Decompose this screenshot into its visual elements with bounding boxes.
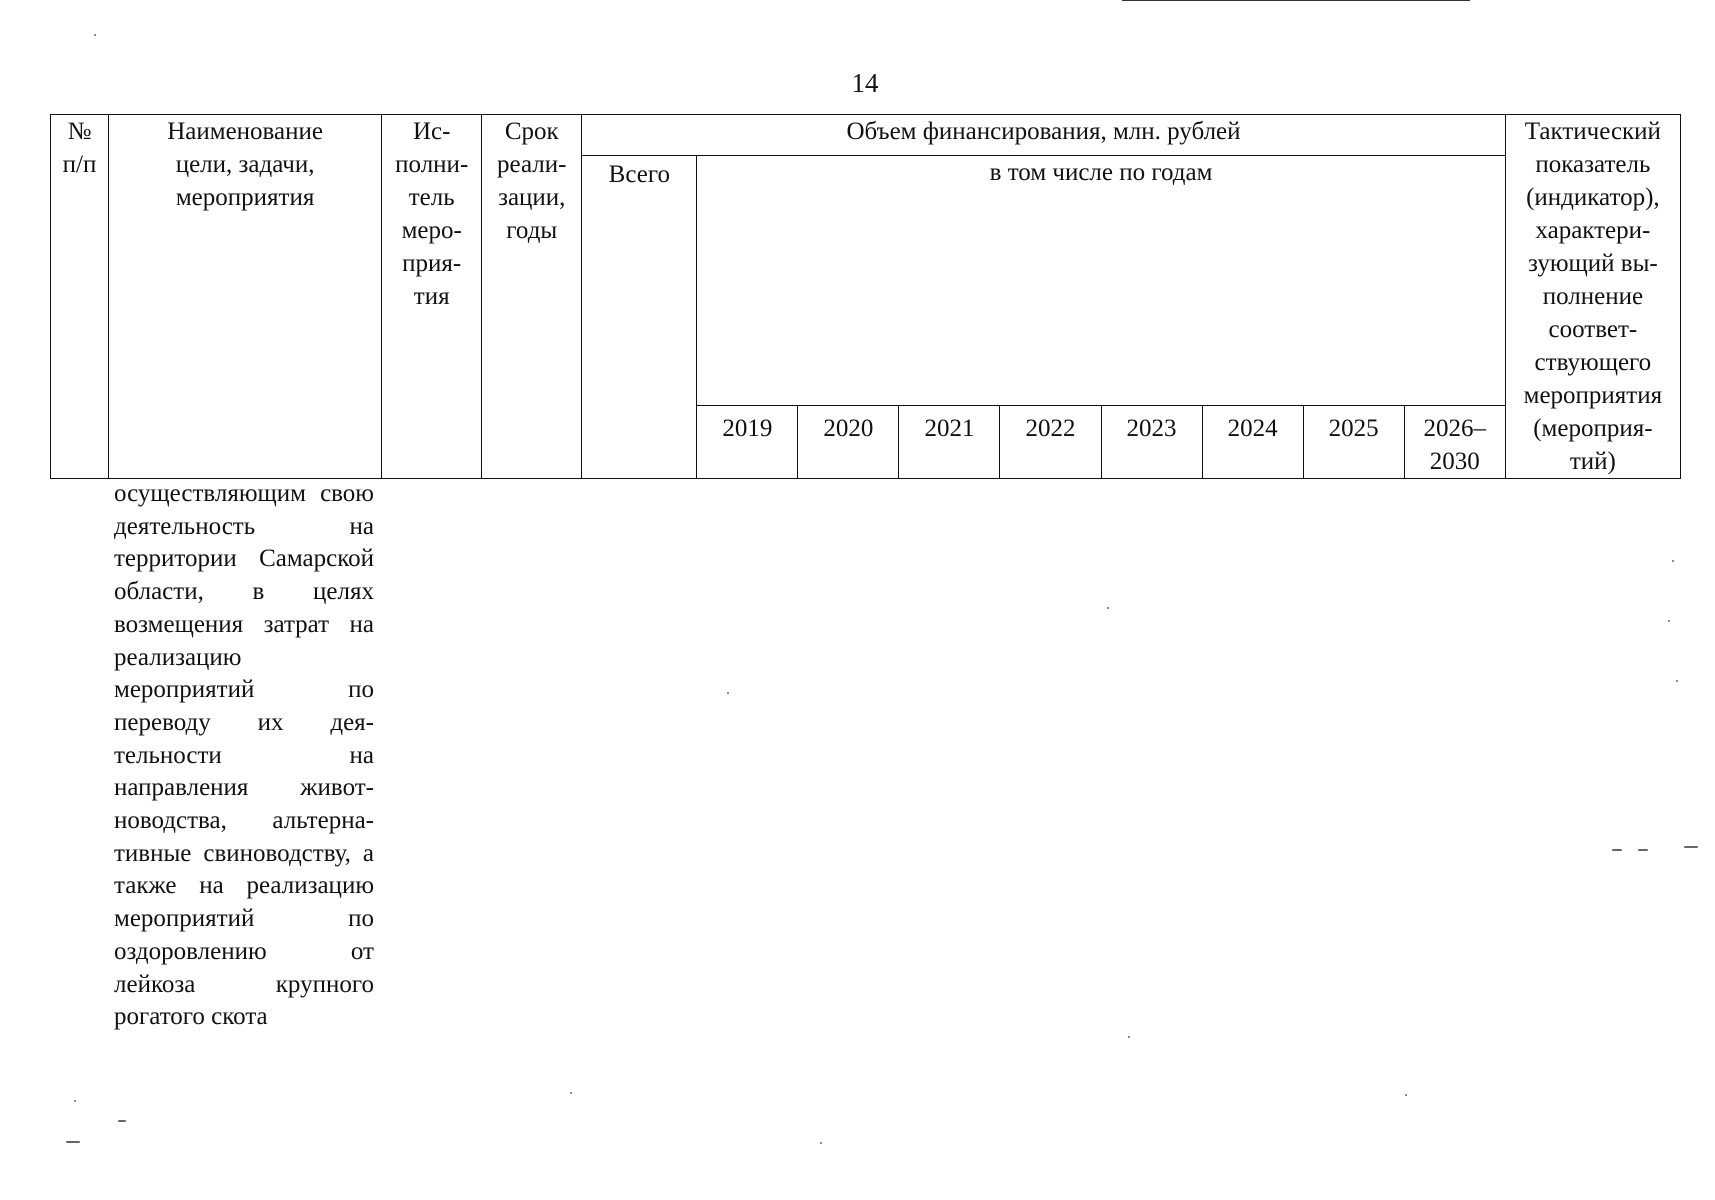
financing-table xyxy=(50,114,1681,479)
scan-speck xyxy=(1672,560,1674,562)
continued-measure-text: осуществляющим свою деятельность на территории Самарской области, в целях возмещения затрат на реализацию мероприятий по переводу их деятельности на направления животноводства, альтернативные свиноводству, а также на реализацию мероприятий по оздоровлению от лейкоза крупного рогатого скота xyxy=(114,480,374,1031)
scan-speck xyxy=(727,692,729,694)
scan-speck xyxy=(1612,849,1622,851)
header-executor: Ис- полни- тель меро- прия- тия xyxy=(382,115,482,479)
header-year-2022: 2022 xyxy=(1000,406,1101,479)
scan-speck xyxy=(118,1120,126,1122)
header-term: Срок реали- зации, годы xyxy=(482,115,582,479)
scan-speck xyxy=(1405,1094,1407,1096)
header-year-2026-2030: 2026– 2030 xyxy=(1404,406,1505,479)
scan-speck xyxy=(1107,607,1109,609)
scan-speck xyxy=(1684,846,1698,848)
scan-speck xyxy=(66,1141,80,1143)
header-indicator: Тактический показатель (индикатор), характери- зующий вы- полнение соответ- ствующего мероприятия (мероприя- тий) xyxy=(1505,115,1680,479)
header-by-years: в том числе по годам xyxy=(697,156,1505,406)
header-funding: Объем финансирования, млн. рублей xyxy=(582,115,1505,156)
scan-speck xyxy=(1676,680,1678,682)
header-year-2020: 2020 xyxy=(798,406,899,479)
scan-speck xyxy=(74,1100,76,1102)
header-total: Всего xyxy=(582,156,697,479)
header-year-2019: 2019 xyxy=(697,406,798,479)
scan-speck xyxy=(94,34,96,36)
header-year-2023: 2023 xyxy=(1101,406,1202,479)
header-year-2024: 2024 xyxy=(1202,406,1303,479)
header-name: Наименование цели, задачи, мероприятия xyxy=(109,115,382,479)
header-year-2025: 2025 xyxy=(1303,406,1404,479)
scan-speck xyxy=(570,1092,572,1094)
header-number: № п/п xyxy=(51,115,109,479)
scan-speck xyxy=(820,1142,822,1144)
header-year-2021: 2021 xyxy=(899,406,1000,479)
scan-speck xyxy=(1668,620,1670,622)
page-number: 14 xyxy=(851,68,879,98)
top-edge-rule xyxy=(1122,0,1470,1)
scan-speck xyxy=(1638,849,1648,851)
scan-speck xyxy=(1128,1036,1130,1038)
